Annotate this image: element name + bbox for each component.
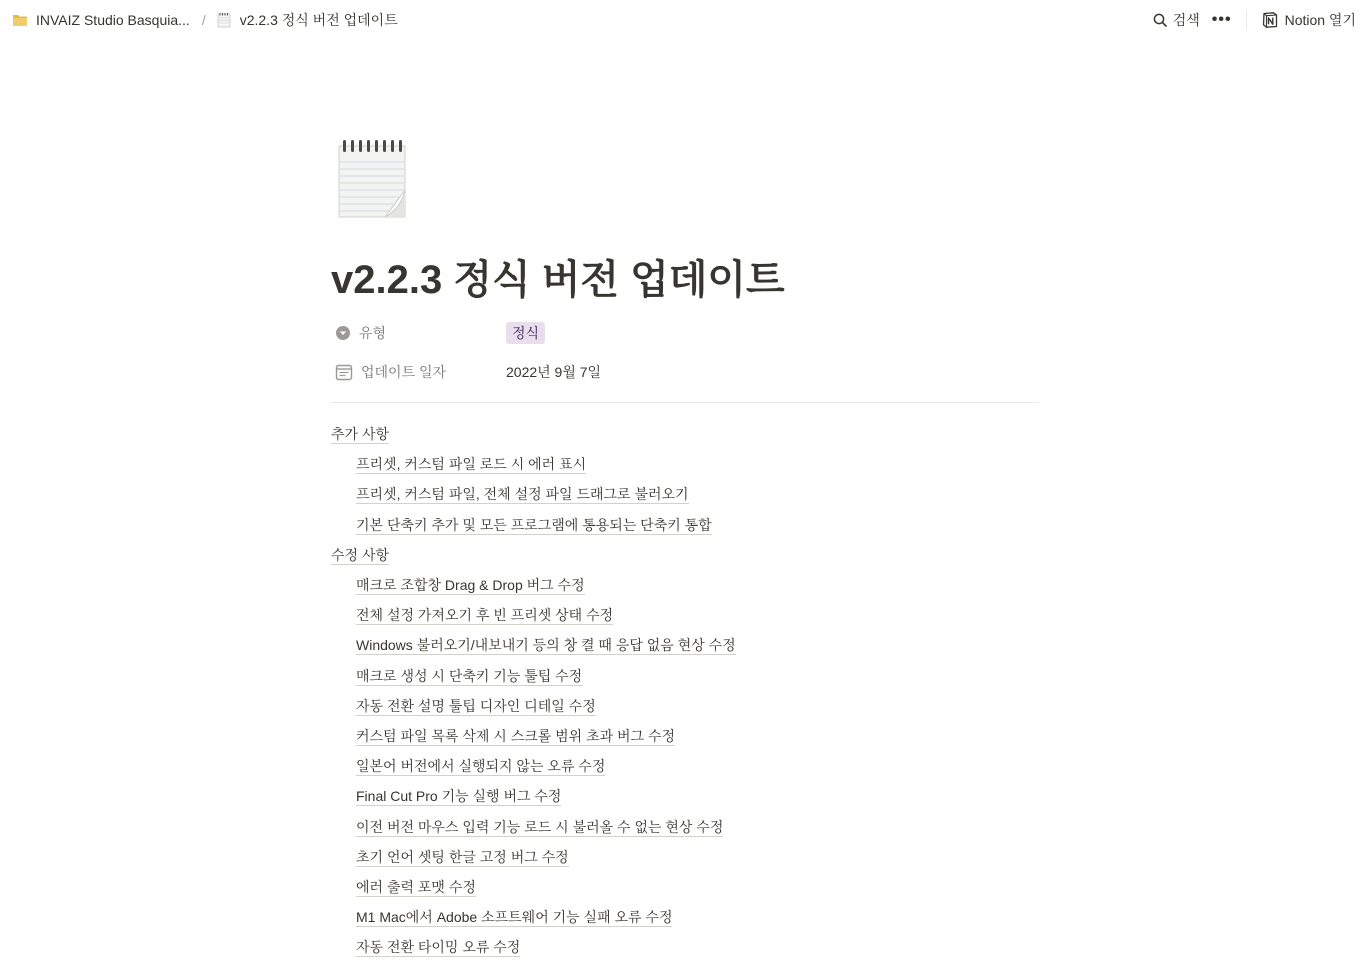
property-type-label: 유형 [359,325,387,341]
property-type[interactable] [331,316,1039,350]
list-item-text: 프리셋, 커스텀 파일 로드 시 에러 표시 [356,456,587,473]
property-date[interactable] [331,355,1039,389]
page-content [331,420,1039,963]
type-tag: 정식 [506,322,545,344]
topbar-actions [1147,7,1362,33]
list-item[interactable] [331,601,1039,631]
list-item[interactable] [331,752,1039,782]
list-item[interactable] [331,450,1039,480]
list-item-text: Windows 불러오기/내보내기 등의 창 켤 때 응답 없음 현상 수정 [356,637,736,654]
calendar-icon [335,363,353,381]
more-icon: ••• [1211,11,1232,28]
list-item[interactable] [331,571,1039,601]
list-item[interactable] [331,511,1039,541]
list-item-text: 에러 출력 포맷 수정 [356,878,476,895]
list-item-text: 일본어 버전에서 실행되지 않는 오류 수정 [356,758,606,775]
open-notion-button[interactable] [1255,7,1362,33]
list-item-text: 프리셋, 커스텀 파일, 전체 설정 파일 드래그로 불러오기 [356,486,689,503]
topbar-divider [1246,10,1247,30]
list-item[interactable] [331,631,1039,661]
breadcrumb-workspace[interactable] [8,10,194,30]
search-button[interactable] [1147,7,1206,33]
list-item[interactable] [331,480,1039,510]
list-item-text: 커스텀 파일 목록 삭제 시 스크롤 범위 초과 버그 수정 [356,727,676,744]
breadcrumb [8,8,402,32]
select-icon [335,325,351,341]
section-fixed-title: 수정 사항 [331,546,389,563]
list-item-text: 자동 전환 설명 툴팁 디자인 디테일 수정 [356,697,596,714]
list-item-text: 매크로 조합창 Drag & Drop 버그 수정 [356,577,585,594]
list-item[interactable] [331,662,1039,692]
breadcrumb-page[interactable] [212,8,402,32]
list-item[interactable] [331,812,1039,842]
breadcrumb-separator: / [201,12,206,28]
list-item-text: 초기 언어 셋팅 한글 고정 버그 수정 [356,848,569,865]
list-item-text: 전체 설정 가져오기 후 빈 프리셋 상태 수정 [356,607,614,624]
notepad-icon [216,12,232,28]
breadcrumb-workspace-label: INVAIZ Studio Basquia... [36,12,190,28]
notepad-icon[interactable] [337,138,407,218]
list-item[interactable] [331,692,1039,722]
property-date-value[interactable]: 2022년 9월 7일 [506,364,602,380]
property-type-value[interactable] [506,322,545,344]
list-item-text: 기본 단축키 추가 및 모든 프로그램에 통용되는 단축키 통합 [356,516,712,533]
search-label: 검색 [1172,12,1200,28]
list-item-text: 자동 전환 타이밍 오류 수정 [356,939,521,956]
list-item-text: M1 Mac에서 Adobe 소프트웨어 기능 실패 오류 수정 [356,909,673,926]
list-item[interactable] [331,843,1039,873]
list-item[interactable] [331,903,1039,933]
list-item[interactable] [331,782,1039,812]
breadcrumb-page-label: v2.2.3 정식 버전 업데이트 [239,12,398,28]
list-item[interactable] [331,722,1039,752]
page-title[interactable]: v2.2.3 정식 버전 업데이트 [331,258,785,302]
property-date-name [331,362,506,382]
notion-logo-icon [1261,11,1279,29]
list-item-text: 매크로 생성 시 단축키 기능 툴팁 수정 [356,667,583,684]
more-button[interactable] [1206,8,1238,32]
section-added[interactable] [331,420,1039,450]
list-item-text: 이전 버전 마우스 입력 기능 로드 시 불러올 수 없는 현상 수정 [356,818,724,835]
folder-icon [12,12,28,28]
list-item[interactable] [331,873,1039,903]
topbar [0,0,1372,40]
properties-divider [331,402,1039,403]
list-item-text: Final Cut Pro 기능 실행 버그 수정 [356,788,562,805]
property-date-label: 업데이트 일자 [361,364,447,380]
search-icon [1153,13,1167,27]
section-fixed[interactable] [331,541,1039,571]
section-added-title: 추가 사항 [331,426,389,443]
list-item[interactable] [331,933,1039,963]
property-type-name [331,323,506,343]
open-notion-label: Notion 열기 [1284,12,1356,28]
